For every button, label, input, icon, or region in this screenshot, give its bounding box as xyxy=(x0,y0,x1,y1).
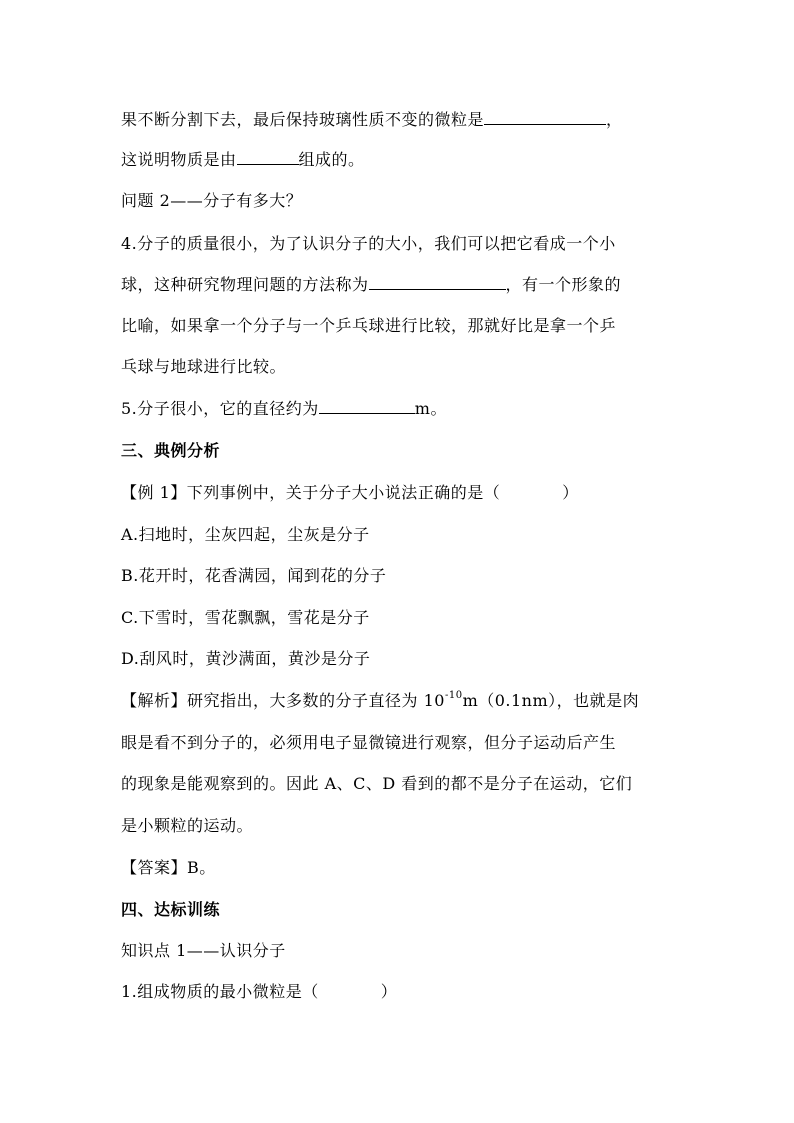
exponent: -10 xyxy=(444,689,463,701)
answer-blank[interactable] xyxy=(369,273,506,290)
q5-start: 5.分子很小，它的直径约为 xyxy=(121,399,319,418)
analysis-line1-end: m（0.1nm），也就是肉 xyxy=(462,691,640,710)
q4-line2-end: ，有一个形象的 xyxy=(505,275,622,294)
q4-line3: 比喻，如果拿一个分子与一个乒乓球进行比较，那就好比是拿一个乒 xyxy=(121,316,617,335)
q3-tail-line1 xyxy=(121,108,623,132)
q5-end: m。 xyxy=(414,399,447,418)
analysis-line4: 是小颗粒的运动。 xyxy=(121,816,254,835)
q4-line4: 乓球与地球进行比较。 xyxy=(121,357,287,376)
answer-line: 【答案】B。 xyxy=(121,858,216,877)
example-1-stem-text: 【例 1】下列事例中，关于分子大小说法正确的是（ xyxy=(121,483,501,502)
analysis-line1 xyxy=(121,689,639,713)
answer-blank[interactable] xyxy=(237,148,299,165)
answer-blank[interactable] xyxy=(484,108,606,125)
q3-tail-line2-start: 这说明物质是由 xyxy=(121,150,237,169)
q4-line2 xyxy=(121,273,621,297)
option-d: D.刮风时，黄沙满面，黄沙是分子 xyxy=(121,649,371,668)
option-c: C.下雪时，雪花飘飘，雪花是分子 xyxy=(121,608,370,627)
exercise-1-start: 1.组成物质的最小微粒是（ xyxy=(121,982,319,1001)
q3-tail-line1-end: ， xyxy=(606,110,623,129)
question-2-heading: 问题 2——分子有多大？ xyxy=(121,191,303,210)
knowledge-point-1: 知识点 1——认识分子 xyxy=(121,941,286,960)
q3-tail-line2-end: 组成的。 xyxy=(298,150,365,169)
analysis-line2: 眼是看不到分子的，必须用电子显微镜进行观察，但分子运动后产生 xyxy=(121,733,617,752)
answer-blank[interactable] xyxy=(319,397,415,414)
q4-line2-start: 球，这种研究物理问题的方法称为 xyxy=(121,275,369,294)
q5-line xyxy=(121,397,447,421)
option-a: A.扫地时，尘灰四起，尘灰是分子 xyxy=(121,525,370,544)
q4-line1: 4.分子的质量很小，为了认识分子的大小，我们可以把它看成一个小 xyxy=(121,234,616,253)
analysis-line3: 的现象是能观察到的。因此 A、C、D 看到的都不是分子在运动，它们 xyxy=(121,774,633,793)
example-1-stem xyxy=(121,481,579,505)
section-4-title: 四、达标训练 xyxy=(121,900,221,919)
exercise-1 xyxy=(121,980,397,1004)
example-1-stem-end: ） xyxy=(562,483,579,502)
q3-tail-line2 xyxy=(121,148,365,172)
option-b: B.花开时，花香满园，闻到花的分子 xyxy=(121,566,387,585)
section-3-title: 三、典例分析 xyxy=(121,441,221,460)
analysis-line1-start: 【解析】研究指出，大多数的分子直径为 10 xyxy=(121,691,445,710)
q3-tail-line1-text: 果不断分割下去，最后保持玻璃性质不变的微粒是 xyxy=(121,110,485,129)
exercise-1-end: ） xyxy=(380,982,398,1001)
